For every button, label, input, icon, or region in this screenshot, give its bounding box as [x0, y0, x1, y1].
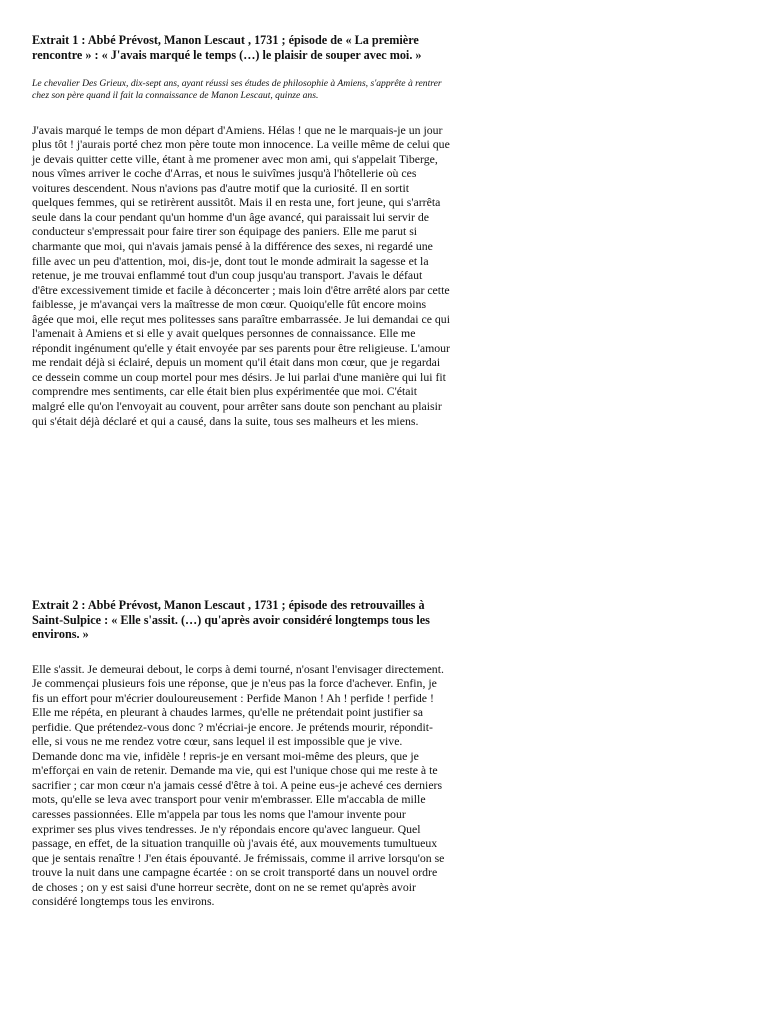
extract-2-heading: Extrait 2 : Abbé Prévost, Manon Lescaut , 1731 ; épisode des retrouvailles à Saint-Sulpice : « Elle s'assit. (…) qu'après avoir considéré longtemps tous les environs. » — [32, 598, 430, 641]
extract-1 — [32, 33, 450, 428]
extract-2-text: Elle s'assit. Je demeurai debout, le corps à demi tourné, n'osant l'envisager directement. Je commençai plusieurs fois une réponse, que je n'eus pas la force d'achever. Enfin, je fis un effort pour m'écrier douloureusement : Perfide Manon ! Ah ! perfide ! perfide ! Elle me répéta, en pleurant à chaudes larmes, qu'elle ne prétendait point justifier sa perfidie. Que prétendez-vous donc ? m'écriai-je encore. Je prétends mourir, répondit-elle, si vous ne me rendez votre cœur, sans lequel il est impossible que je vive. Demande donc ma vie, infidèle ! repris-je en versant moi-même des pleurs, que je m'efforçai en vain de retenir. Demande ma vie, qui est l'unique chose qui me reste à te sacrifier ; car mon cœur n'a jamais cessé d'être à toi. A peine eus-je achevé ces derniers mots, qu'elle se leva avec transport pour venir m'embrasser. Elle m'accabla de mille caresses passionnées. Elle m'appela par tous les noms que l'amour invente pour exprimer ses plus vives tendresses. Je n'y répondais encore qu'avec langueur. Quel passage, en effet, de la situation tranquille où j'avais été, aux mouvements tumultueux que je sentais renaître ! J'en étais épouvanté. Je frémissais, comme il arrive lorsqu'on se trouve la nuit dans une campagne écartée : on se croit transporté dans un nouvel ordre de choses ; on y est saisi d'une horreur secrète, dont on ne se remet qu'après avoir considéré longtemps tous les environs. — [32, 661, 445, 909]
extract-1-intro: Le chevalier Des Grieux, dix-sept ans, ayant réussi ses études de philosophie à Amiens, s'apprête à rentrer chez son père quand il fait la connaissance de Manon Lescaut, quinze ans. — [32, 78, 442, 101]
extract-1-text: J'avais marqué le temps de mon départ d'Amiens. Hélas ! que ne le marquais-je un jour plus tôt ! j'aurais porté chez mon père toute mon innocence. La veille même de celui que je devais quitter cette ville, étant à me promener avec mon ami, qui s'appelait Tiberge, nous vîmes arriver le coche d'Arras, et nous le suivîmes jusqu'à l'hôtellerie où ces voitures descendent. Nous n'avions pas d'autre motif que la curiosité. Il en sortit quelques femmes, qui se retirèrent aussitôt. Mais il en resta une, fort jeune, qui s'arrêta seule dans la cour pendant qu'un homme d'un âge avancé, qui paraissait lui servir de conducteur s'empressait pour faire tirer son équipage des paniers. Elle me parut si charmante que moi, qui n'avais jamais pensé à la différence des sexes, ni regardé une fille avec un peu d'attention, moi, dis-je, dont tout le monde admirait la sagesse et la retenue, je me trouvai enflammé tout d'un coup jusqu'au transport. J'avais le défaut d'être excessivement timide et facile à déconcerter ; mais loin d'être arrêté alors par cette faiblesse, je m'avançai vers la maîtresse de mon cœur. Quoiqu'elle fût encore moins âgée que moi, elle reçut mes politesses sans paraître embarrassée. Je lui demandai ce qui l'amenait à Amiens et si elle y avait quelques personnes de connaissance. Elle me répondit ingénument qu'elle y était envoyée par ses parents pour être religieuse. L'amour me rendait déjà si éclairé, depuis un moment qu'il était dans mon cœur, que je regardai ce dessein comme un coup mortel pour mes désirs. Je lui parlai d'une manière qui lui fit comprendre mes sentiments, car elle était bien plus expérimentée que moi. C'était malgré elle qu'on l'envoyait au couvent, pour arrêter sans doute son penchant au plaisir qui s'était déjà déclaré et qui a causé, dans la suite, tous ses malheurs et les miens. — [32, 122, 450, 428]
extract-2 — [32, 598, 450, 909]
extract-1-heading: Extrait 1 : Abbé Prévost, Manon Lescaut , 1731 ; épisode de « La première rencontre » : « J'avais marqué le temps (…) le plaisir de souper avec moi. » — [32, 33, 422, 62]
